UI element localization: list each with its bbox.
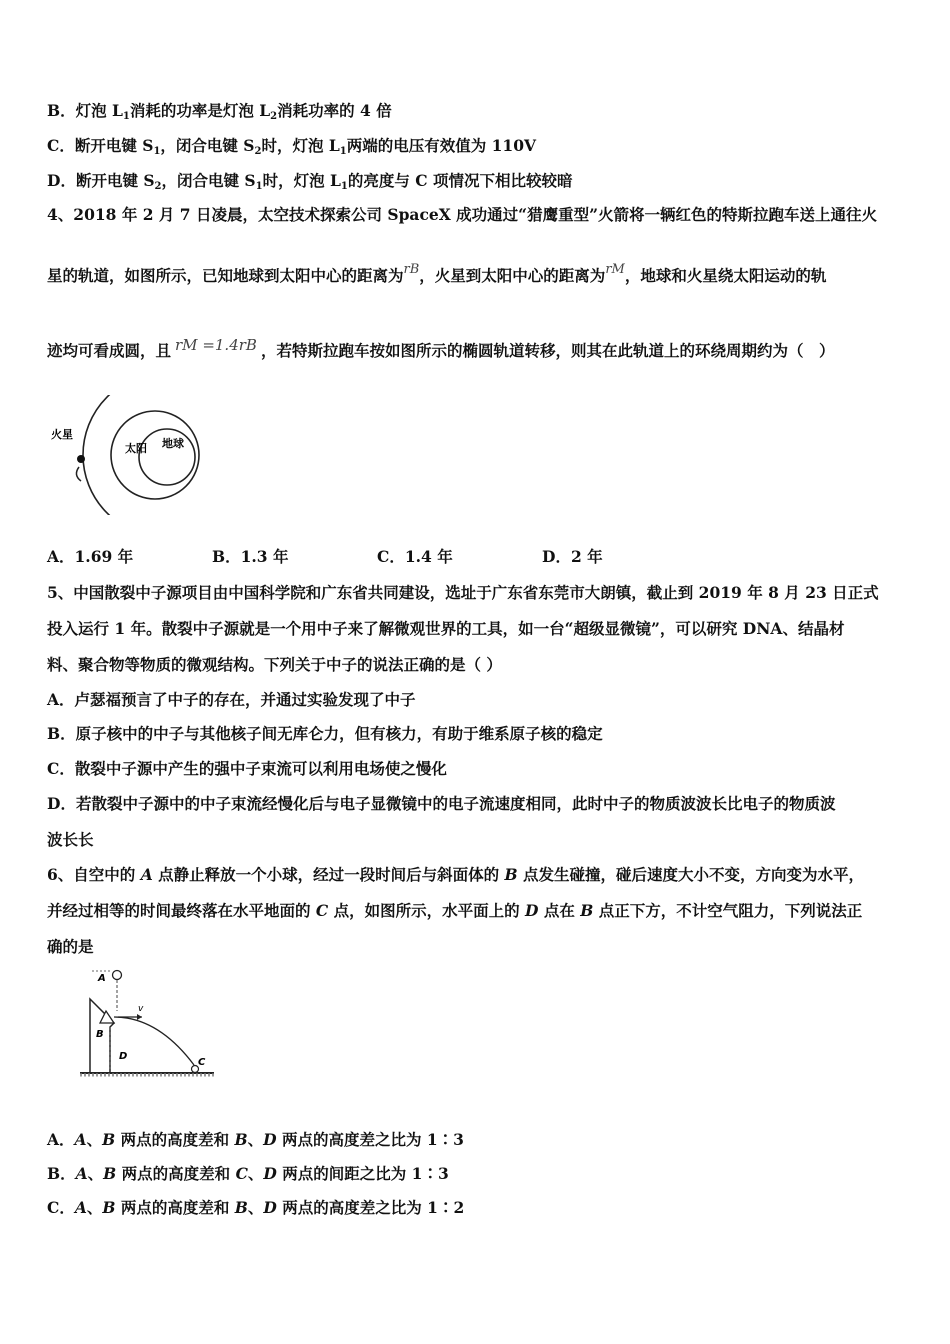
mars-dot: [77, 455, 85, 463]
q4-stem-line1: 4、2018 年 2 月 7 日凌晨，太空技术探索公司 SpaceX 成功通过“猎鹰重型”火箭将一辆红色的特斯拉跑车送上通往火: [47, 205, 878, 224]
q4-option-d: D．2 年: [542, 547, 603, 566]
q4-stem-line3: 迹均可看成圆，且 rM =1.4rB ，若特斯拉跑车按如图所示的椭圆轨道转移，则其在此轨道上的环绕周期约为（ ）: [47, 336, 835, 360]
q6-stem-line2: 并经过相等的时间最终落在水平地面的 C 点，如图所示，水平面上的 D 点在 B 点正下方，不计空气阻力，下列说法正: [47, 901, 863, 920]
label-B: B: [96, 1029, 104, 1040]
q4-option-a: A．1.69 年: [47, 547, 134, 566]
earth-label: 地球: [162, 437, 184, 450]
q5-option-c: C．散裂中子源中产生的强中子束流可以利用电场使之慢化: [47, 759, 447, 778]
q3-option-c: C．断开电键 $S_1$，闭合电键 $S_2$时，灯泡 $L_1$两端的电压有效值为 110V: [47, 136, 537, 157]
q4-option-c: C．1.4 年: [377, 547, 453, 566]
orbit-figure: [45, 395, 210, 515]
q6-option-b: B．A、B 两点的高度差和 C、D 两点的间距之比为 1∶3: [47, 1164, 449, 1183]
q5-stem-line1: 5、中国散裂中子源项目由中国科学院和广东省共同建设，选址于广东省东莞市大朗镇，截止到 2019 年 8 月 23 日正式: [47, 583, 879, 602]
mars-orbit: [83, 395, 210, 515]
q6-option-a: A．A、B 两点的高度差和 B、D 两点的高度差之比为 1∶3: [47, 1130, 464, 1149]
arrow-icon: [76, 467, 81, 481]
sun-label: 太阳: [125, 442, 147, 455]
label-D: D: [119, 1051, 128, 1062]
q5-option-d-line1: D．若散裂中子源中的中子束流经慢化后与电子显微镜中的电子流速度相同，此时中子的物质波波长比电子的物质波: [47, 794, 836, 813]
q3-option-b: B．灯泡 $L_1$消耗的功率是灯泡 $L_2$消耗功率的 4 倍: [47, 101, 392, 122]
formula-rB: rB: [403, 262, 420, 277]
q6-stem-line3: 确的是: [47, 937, 94, 956]
mars-label: 火星: [51, 428, 73, 441]
q3-option-d: D．断开电键 $S_2$，闭合电键 $S_1$时，灯泡 $L_1$的亮度与 C 项情况下相比较较暗: [47, 171, 573, 192]
transfer-orbit: [111, 411, 199, 499]
q5-option-d-line2: 波长长: [47, 830, 94, 849]
q5-option-a: A．卢瑟福预言了中子的存在，并通过实验发现了中子: [47, 690, 416, 709]
label-A: A: [98, 973, 106, 984]
incline-figure: [78, 965, 218, 1087]
q5-option-b: B．原子核中的中子与其他核子间无库仑力，但有核力，有助于维系原子核的稳定: [47, 724, 603, 743]
q5-stem-line2: 投入运行 1 年。散裂中子源就是一个用中子来了解微观世界的工具，如一台“超级显微镜”，可以研究 DNA、结晶材: [47, 619, 845, 638]
q4-option-b: B．1.3 年: [212, 547, 289, 566]
q6-stem-line1: 6、自空中的 A 点静止释放一个小球，经过一段时间后与斜面体的 B 点发生碰撞，碰后速度大小不变，方向变为水平，: [47, 865, 865, 884]
formula-rM: rM: [605, 262, 625, 277]
label-v: v: [138, 1004, 144, 1014]
formula-rM-ratio: rM =1.4rB: [175, 336, 257, 354]
ball-icon: [113, 971, 122, 980]
q6-option-c: C．A、B 两点的高度差和 B、D 两点的高度差之比为 1∶2: [47, 1198, 465, 1217]
q5-stem-line3: 料、聚合物等物质的微观结构。下列关于中子的说法正确的是（ ）: [47, 655, 502, 674]
label-C: C: [198, 1057, 206, 1068]
q4-stem-line2: 星的轨道，如图所示，已知地球到太阳中心的距离为$^{rB}$，火星到太阳中心的距离为$^{rM}$，地球和火星绕太阳运动的轨: [47, 262, 827, 285]
